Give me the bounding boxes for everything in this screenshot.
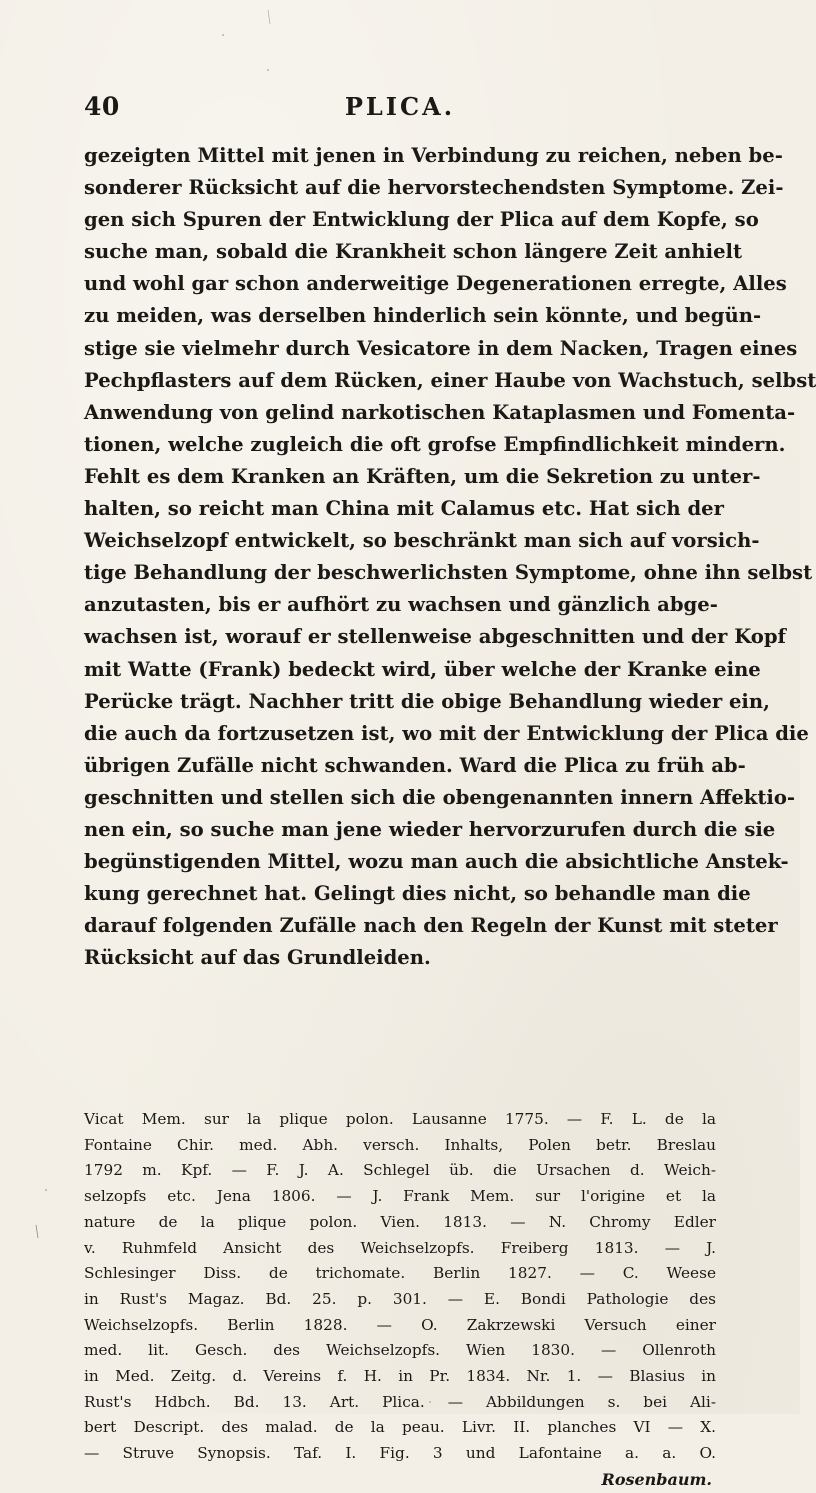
text-line: gezeigten Mittel mit jenen in Verbindung zu reichen, neben be- [84,144,783,167]
reference-line: in Rust's Magaz. Bd. 25. p. 301. — E. Bondi Pathologie des [84,1289,716,1308]
reference-line: Fontaine Chir. med. Abh. versch. Inhalts, Polen betr. Breslau [84,1135,716,1154]
text-line: gen sich Spuren der Entwicklung der Plica auf dem Kopfe, so [84,208,759,232]
text-line: tige Behandlung der beschwerlichsten Symptome, ohne ihn selbst [84,561,813,585]
text-line: darauf folgenden Zufälle nach den Regeln der Kunst mit steter [84,914,778,938]
reference-line: bert Descript. des malad. de la peau. Livr. II. planches VI — X. [84,1418,716,1437]
reference-line: Schlesinger Diss. de trichomate. Berlin 1827. — C. Weese [84,1264,716,1283]
reference-line: Rust's Hdbch. Bd. 13. Art. Plica. — Abbildungen s. bei Ali- [84,1392,716,1411]
text-line: tionen, welche zugleich die oft grofse Empfindlichkeit mindern. [84,432,786,456]
reference-line: Weichselzopfs. Berlin 1828. — O. Zakrzewski Versuch einer [84,1315,716,1334]
running-head: PLICA. [344,92,456,121]
text-line: Fehlt es dem Kranken an Kräften, um die Sekretion zu unter- [84,464,761,488]
text-line: halten, so reicht man China mit Calamus etc. Hat sich der [84,497,724,521]
text-line: begünstigenden Mittel, wozu man auch die absichtliche Anstek- [84,850,789,874]
text-line: Anwendung von gelind narkotischen Kataplasmen und Fomenta- [84,400,796,424]
text-line: mit Watte (Frank) bedeckt wird, über welche der Kranke eine [84,657,761,681]
text-line: übrigen Zufälle nicht schwanden. Ward die Plica zu früh ab- [84,753,746,777]
reference-line: 1792 m. Kpf. — F. J. A. Schlegel üb. die Ursachen d. Weich- [84,1161,716,1180]
text-line: kung gerechnet hat. Gelingt dies nicht, so behandle man die [84,882,751,906]
reference-line: selzopfs etc. Jena 1806. — J. Frank Mem. sur l'origine et la [84,1187,716,1206]
text-line: anzutasten, bis er aufhört zu wachsen und gänzlich abge- [84,593,718,617]
text-line: wachsen ist, worauf er stellenweise abgeschnitten und der Kopf [84,625,786,649]
author-signature: Rosenbaum. [601,1469,712,1489]
text-line: Perücke trägt. Nachher tritt die obige Behandlung wieder ein, [84,689,770,713]
reference-line: nature de la plique polon. Vien. 1813. — N. Chromy Edler [84,1212,716,1231]
reference-line: Vicat Mem. sur la plique polon. Lausanne 1775. — F. L. de la [84,1110,716,1128]
text-line: suche man, sobald die Krankheit schon längere Zeit anhielt [84,240,743,264]
text-line: Pechpflasters auf dem Rücken, einer Haube von Wachstuch, selbst [84,368,816,392]
body-text [84,140,816,974]
text-line: und wohl gar schon anderweitige Degenerationen erregte, Alles [84,272,787,296]
reference-line: in Med. Zeitg. d. Vereins f. H. in Pr. 1834. Nr. 1. — Blasius in [84,1367,716,1386]
reference-line: v. Ruhmfeld Ansicht des Weichselzopfs. Freiberg 1813. — J. [84,1238,716,1257]
page-header [84,92,716,128]
text-line: die auch da fortzusetzen ist, wo mit der Entwicklung der Plica die [84,721,809,745]
page-number: 40 [84,92,120,121]
bibliography [84,1107,716,1493]
text-line: Rücksicht auf das Grundleiden. [84,946,431,970]
text-line: geschnitten und stellen sich die obengenannten innern Affektio- [84,785,796,809]
text-line: zu meiden, was derselben hinderlich sein könnte, und begün- [84,304,762,328]
reference-line: med. lit. Gesch. des Weichselzopfs. Wien 1830. — Ollenroth [84,1341,716,1360]
text-line: Weichselzopf entwickelt, so beschränkt man sich auf vorsich- [84,529,760,553]
reference-line: — Struve Synopsis. Taf. I. Fig. 3 und Lafontaine a. a. O. [84,1444,716,1463]
text-line: stige sie vielmehr durch Vesicatore in dem Nacken, Tragen eines [84,336,798,360]
text-line: sonderer Rücksicht auf die hervorstechendsten Symptome. Zei- [84,176,784,200]
text-line: nen ein, so suche man jene wieder hervorzurufen durch die sie [84,817,776,841]
